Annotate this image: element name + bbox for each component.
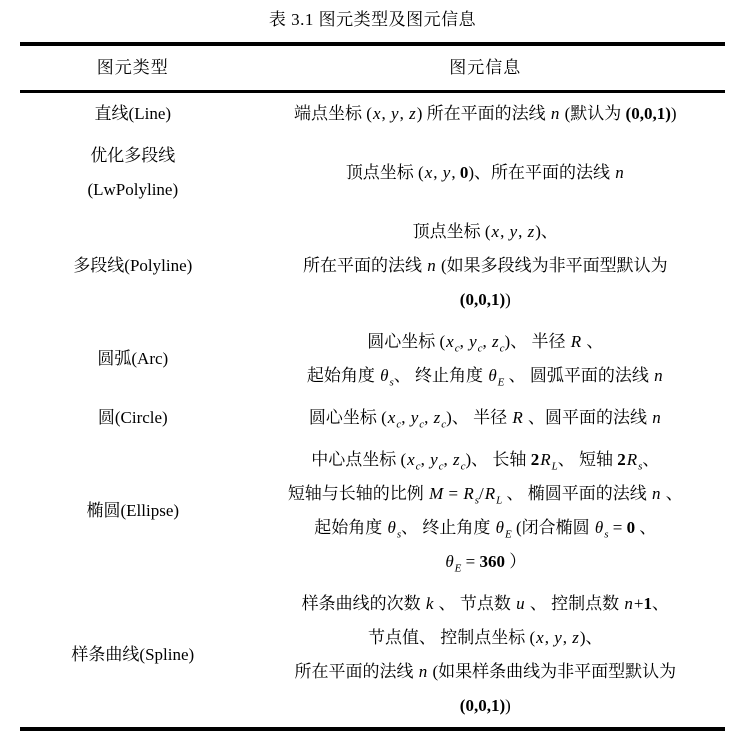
primitive-type-text: 样条曲线(Spline): [71, 645, 195, 664]
primitive-type-text: 优化多段线: [90, 146, 176, 165]
primitive-type-text: 多段线(Polyline): [73, 256, 193, 275]
primitive-info-text: 端点坐标 (x, y, z) 所在平面的法线 n (默认为 (0,0,1)): [294, 104, 677, 123]
primitive-info-text: (0,0,1)): [459, 696, 511, 715]
primitive-info-text: 中心点坐标 ($x_c$, $y_c$, $z_c$)、 长轴 $2R_L$、 短轴 $2R_s$、: [311, 450, 660, 473]
table-header-row: [20, 46, 725, 93]
primitive-info-cell: [246, 325, 725, 393]
primitive-info-text: 所在平面的法线 n (如果样条曲线为非平面型默认为: [294, 662, 677, 681]
primitive-info-cell: [246, 97, 725, 131]
primitive-info-text: 所在平面的法线 n (如果多段线为非平面型默认为: [302, 256, 668, 275]
table-row: [20, 93, 725, 135]
table-caption: 表 3.1 图元类型及图元信息: [268, 10, 477, 29]
table-row: [20, 135, 725, 211]
primitive-info-cell: [246, 156, 725, 190]
primitive-info-cell: [246, 587, 725, 723]
table-row: [20, 397, 725, 439]
primitive-type-cell: [20, 139, 246, 207]
primitive-info-text: 顶点坐标 (x, y, z)、: [412, 222, 558, 241]
primitive-info-text: 圆心坐标 ($x_c$, $y_c$, $z_c$)、 半径 R 、圆平面的法线 n: [308, 408, 661, 431]
table-row: [20, 583, 725, 727]
primitive-info-text: 节点值、 控制点坐标 (x, y, z)、: [368, 628, 603, 647]
column-header-primitive-info: 图元信息: [449, 58, 522, 77]
primitive-info-text: 短轴与长轴的比例 $M = R_s/R_L$ 、 椭圆平面的法线 n 、: [287, 484, 683, 507]
primitive-info-cell: [246, 443, 725, 579]
primitive-type-cell: [20, 342, 246, 376]
table-row: [20, 439, 725, 583]
primitive-type-text: 直线(Line): [94, 104, 172, 123]
primitive-type-text: 椭圆(Ellipse): [86, 501, 180, 520]
table-row: [20, 211, 725, 321]
primitive-table: [20, 42, 725, 731]
primitive-info-text: 起始角度 $\theta_s$、 终止角度 $\theta_E$ (闭合椭圆 $\theta_s = 0$ 、: [314, 518, 657, 541]
primitive-type-cell: [20, 638, 246, 672]
primitive-type-text: 圆弧(Arc): [97, 349, 169, 368]
primitive-info-text: 圆心坐标 ($x_c$, $y_c$, $z_c$)、 半径 R 、: [367, 332, 604, 355]
column-header-primitive-type: 图元类型: [96, 58, 169, 77]
primitive-type-cell: [20, 249, 246, 283]
primitive-type-cell: [20, 494, 246, 528]
table-row: [20, 321, 725, 397]
primitive-type-cell: [20, 97, 246, 131]
primitive-info-cell: [246, 215, 725, 317]
primitive-info-text: $\theta_E = 360$ ）: [445, 552, 527, 575]
primitive-info-text: 顶点坐标 (x, y, 0)、所在平面的法线 n: [345, 163, 624, 182]
primitive-type-text: (LwPolyline): [87, 180, 179, 199]
table-body: [20, 93, 725, 727]
primitive-info-text: 样条曲线的次数 k 、 节点数 u 、 控制点数 n+1、: [301, 594, 669, 613]
primitive-type-text: 圆(Circle): [97, 408, 168, 427]
primitive-type-cell: [20, 401, 246, 435]
primitive-info-cell: [246, 401, 725, 435]
primitive-info-text: (0,0,1)): [459, 290, 511, 309]
primitive-info-text: 起始角度 $\theta_s$、 终止角度 $\theta_E$ 、 圆弧平面的法线 n: [306, 366, 663, 389]
